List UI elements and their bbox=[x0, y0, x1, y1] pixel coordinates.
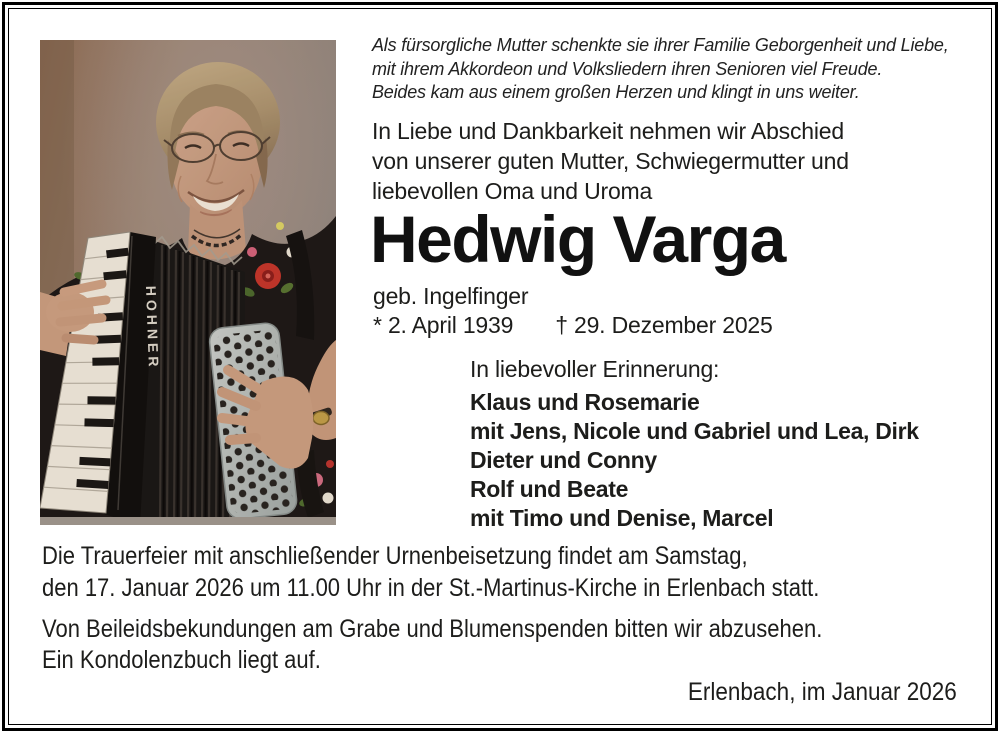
memory-heading: In liebevoller Erinnerung: bbox=[470, 356, 720, 382]
condolence-line-2: Ein Kondolenzbuch liegt auf. bbox=[42, 646, 321, 674]
portrait-photo-illustration bbox=[40, 40, 336, 525]
eulogy-line-1: Als fürsorgliche Mutter schenkte sie ihrer Familie Geborgenheit und Liebe, bbox=[372, 35, 949, 55]
hohner-label: HOHNER bbox=[143, 285, 162, 371]
eulogy-line-2: mit ihrem Akkordeon und Volksliedern ihren Senioren viel Freude. bbox=[372, 58, 883, 79]
eulogy-line-3: Beides kam aus einem großen Herzen und klingt in uns weiter. bbox=[372, 82, 860, 102]
intro-line-2: von unserer guten Mutter, Schwiegermutter und bbox=[372, 148, 849, 174]
intro-line-1: In Liebe und Dankbarkeit nehmen wir Abschied bbox=[372, 118, 844, 144]
maiden-name: geb. Ingelfinger bbox=[373, 283, 529, 309]
condolence-line-1: Von Beileidsbekundungen am Grabe und Blumenspenden bitten wir abzusehen. bbox=[42, 615, 823, 643]
mourners-list bbox=[470, 388, 980, 533]
funeral-details bbox=[42, 540, 887, 604]
eulogy-text bbox=[372, 34, 972, 105]
mourner-line-1: Klaus und Rosemarie bbox=[470, 389, 700, 415]
intro-line-3: liebevollen Oma und Uroma bbox=[372, 178, 653, 204]
death-date: † 29. Dezember 2025 bbox=[555, 312, 773, 338]
condolence-note bbox=[42, 614, 887, 676]
mourner-line-3: Dieter und Conny bbox=[470, 447, 657, 473]
farewell-intro bbox=[372, 116, 972, 206]
mourner-line-5: mit Timo und Denise, Marcel bbox=[470, 505, 774, 531]
mourner-line-4: Rolf und Beate bbox=[470, 476, 629, 502]
birth-date: * 2. April 1939 bbox=[373, 312, 514, 338]
deceased-name: Hedwig Varga bbox=[370, 202, 785, 276]
portrait-photo bbox=[40, 40, 336, 525]
mourner-line-2: mit Jens, Nicole und Gabriel und Lea, Dirk bbox=[470, 418, 919, 444]
funeral-line-1: Die Trauerfeier mit anschließender Urnenbeisetzung findet am Samstag, bbox=[42, 542, 748, 570]
funeral-line-2: den 17. Januar 2026 um 11.00 Uhr in der St.-Martinus-Kirche in Erlenbach statt. bbox=[42, 574, 820, 602]
closing-place-date: Erlenbach, im Januar 2026 bbox=[688, 678, 957, 706]
life-dates bbox=[373, 312, 773, 339]
